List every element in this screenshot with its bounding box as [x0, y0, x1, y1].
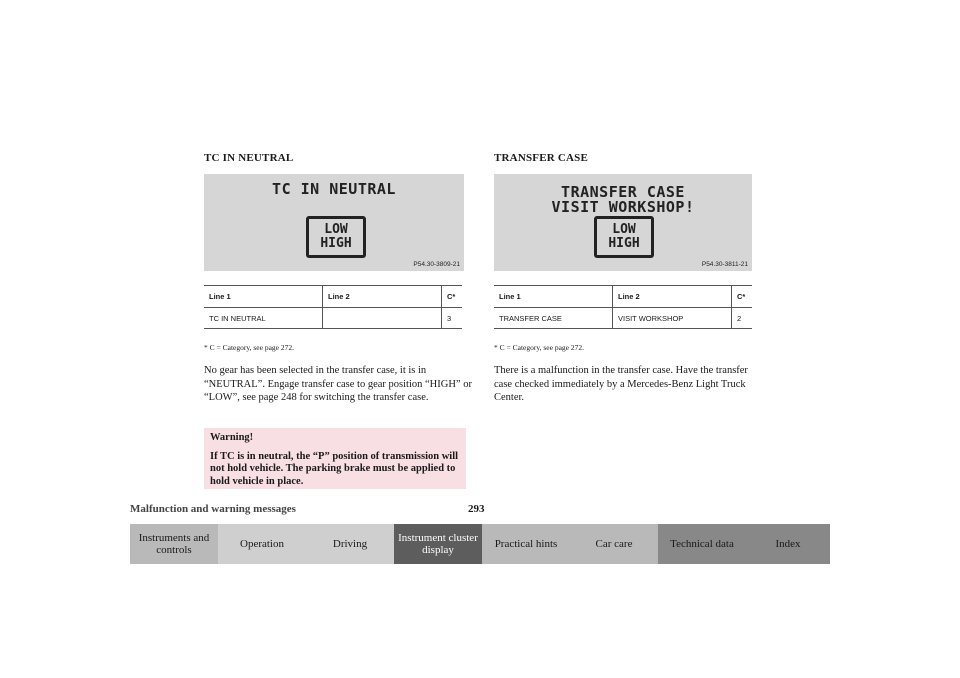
message-table: [494, 285, 752, 329]
table-header-category: C*: [442, 286, 463, 308]
tab-label: Driving: [332, 538, 368, 550]
description-text: There is a malfunction in the transfer case. Have the transfer case checked immediately by a Mercedes-Benz Light Truck Center.: [494, 365, 748, 403]
section-heading-transfer-case: TRANSFER CASE: [494, 152, 588, 164]
category-footnote: * C = Category, see page 272.: [204, 343, 294, 352]
tab-operation[interactable]: [218, 524, 306, 564]
warning-box: [204, 428, 466, 489]
display-illustration-tc-neutral: [204, 174, 464, 271]
tab-driving[interactable]: [306, 524, 394, 564]
tab-label: Operation: [240, 538, 284, 550]
table-header-line2: Line 2: [323, 286, 442, 308]
table-header-line1: Line 1: [204, 286, 323, 308]
display-line-1: TC IN NEUTRAL: [272, 180, 396, 198]
tab-label: Car care: [595, 538, 633, 550]
message-table: [204, 285, 462, 329]
table-cell-line1: TRANSFER CASE: [494, 308, 613, 329]
table-header-line1: Line 1: [494, 286, 613, 308]
gear-low-label: LOW: [324, 222, 348, 237]
gear-high-label: HIGH: [320, 236, 352, 251]
page-number: 293: [468, 503, 485, 515]
tab-label: Instruments and controls: [138, 532, 210, 556]
section-heading-tc-in-neutral: TC IN NEUTRAL: [204, 152, 294, 164]
figure-reference: P54.30-3811-21: [701, 261, 748, 268]
warning-title: Warning!: [210, 432, 254, 443]
tab-car-care[interactable]: [570, 524, 658, 564]
description-text: No gear has been selected in the transfer case, it is in “NEUTRAL”. Engage transfer case to gear position “HIGH” or “LOW”, see page 248 for switching the transfer case.: [204, 365, 472, 403]
tab-practical-hints[interactable]: [482, 524, 570, 564]
tab-index[interactable]: [746, 524, 830, 564]
gear-selector-box: [306, 216, 366, 258]
table-cell-line2: [323, 308, 442, 329]
gear-low-label: LOW: [612, 222, 636, 237]
tab-label: Index: [775, 538, 801, 550]
gear-high-label: HIGH: [608, 236, 640, 251]
display-line-1: TRANSFER CASE: [561, 183, 685, 201]
tab-instrument-cluster-display[interactable]: [394, 524, 482, 564]
category-footnote: * C = Category, see page 272.: [494, 343, 584, 352]
figure-reference: P54.30-3809-21: [413, 261, 460, 268]
table-cell-line2: VISIT WORKSHOP: [613, 308, 732, 329]
display-line-2: VISIT WORKSHOP!: [551, 198, 695, 216]
display-illustration-transfer-case: [494, 174, 752, 271]
tab-label: Technical data: [670, 538, 734, 550]
table-header-category: C*: [732, 286, 753, 308]
tab-label: Practical hints: [494, 538, 558, 550]
gear-selector-box: [594, 216, 654, 258]
tab-technical-data[interactable]: [658, 524, 746, 564]
warning-text: If TC is in neutral, the “P” position of transmission will not hold vehicle. The parking brake must be applied to hold vehicle in place.: [210, 450, 459, 487]
chapter-navigation: [130, 524, 830, 564]
table-row: [204, 308, 462, 329]
table-row: [494, 308, 752, 329]
table-cell-category: 2: [732, 308, 753, 329]
tab-instruments-and-controls[interactable]: [130, 524, 218, 564]
section-footer-title: Malfunction and warning messages: [130, 503, 296, 515]
tab-label: Instrument cluster display: [398, 532, 478, 556]
table-cell-line1: TC IN NEUTRAL: [204, 308, 323, 329]
table-cell-category: 3: [442, 308, 463, 329]
table-header-line2: Line 2: [613, 286, 732, 308]
